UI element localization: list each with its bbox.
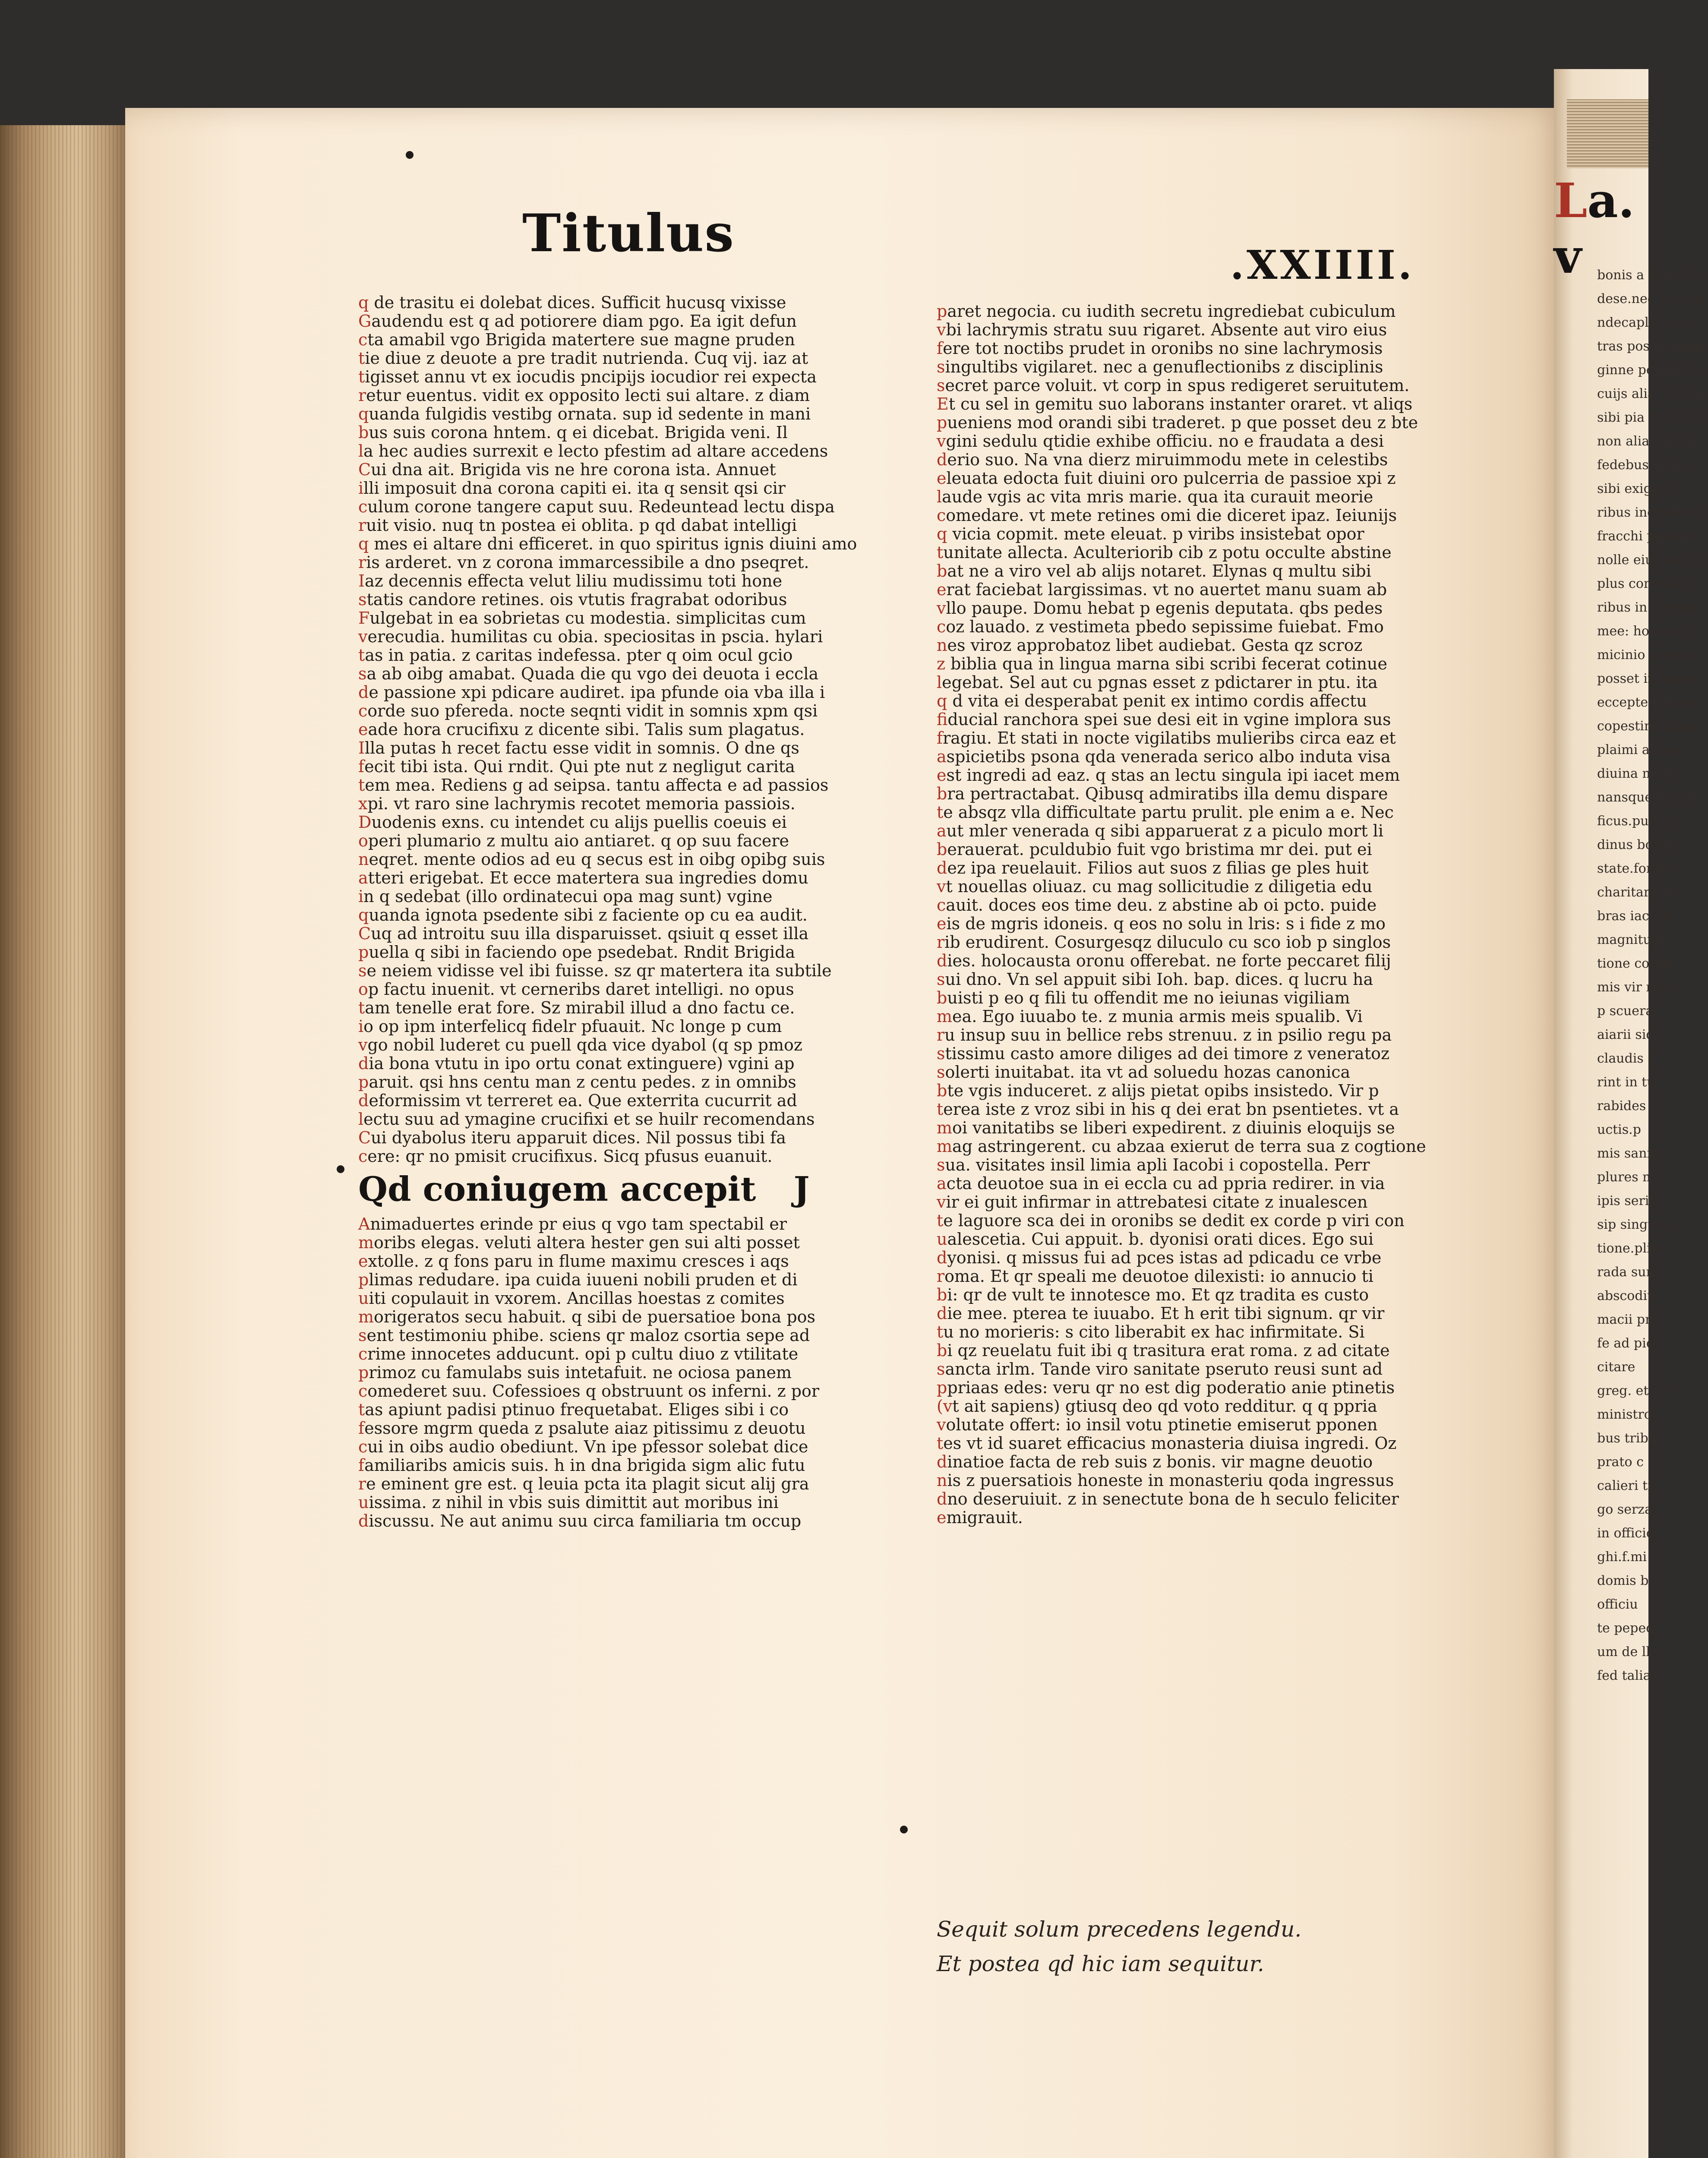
text-line: Cui dyabolus iteru apparuit dices. Nil possus tibi fa	[358, 1128, 786, 1147]
text-line: pueniens mod orandi sibi traderet. p que posset deu z bte	[937, 413, 1418, 432]
text-line: Iaz decennis effecta velut liliu mudissimu toti hone	[358, 571, 783, 590]
text-line: verecudia. humilitas cu obia. speciositas in pscia. hylari	[358, 627, 823, 646]
margin-line: ribus in signem	[1597, 600, 1699, 615]
right-text-column	[937, 302, 1457, 1527]
text-line: bi qz reuelatu fuit ibi q trasitura erat roma. z ad citate	[937, 1341, 1390, 1360]
text-line: cauit. doces eos time deu. z abstine ab oi pcto. puide	[937, 896, 1377, 915]
text-line: bra pertractabat. Qibusq admiratibs illa demu dispare	[937, 784, 1388, 803]
text-line: bat ne a viro vel ab alijs notaret. Elynas q multu sibi	[937, 562, 1371, 581]
left-lines-part2	[358, 1215, 919, 1530]
margin-line: rint in tu	[1597, 1075, 1655, 1090]
margin-line: posset in antea	[1597, 671, 1697, 686]
text-line: aut mler venerada q sibi apparuerat z a piculo mort li	[937, 821, 1383, 840]
text-line: extolle. z q fons paru in flume maximu cresces i aqs	[358, 1252, 789, 1271]
text-line: comedare. vt mete retines omi die diceret ipaz. Ieiunijs	[937, 506, 1397, 525]
text-line: derio suo. Na vna dierz miruimmodu mete in celestibs	[937, 450, 1388, 469]
text-line: sua. visitates insil limia apli Iacobi i copostella. Perr	[937, 1155, 1370, 1174]
left-lines-part1	[358, 293, 919, 1166]
text-line: atteri erigebat. Et ecce matertera sua ingredies domu	[358, 868, 808, 887]
text-line: Cuq ad introitu suu illa disparuisset. qsiuit q esset illa	[358, 924, 809, 943]
margin-line: uctis.p	[1597, 1122, 1641, 1137]
text-line: te absqz vlla difficultate partu prulit. ple enim a e. Nec	[937, 803, 1394, 822]
text-line: Gaudendu est q ad potiorere diam pgo. Ea igit defun	[358, 312, 797, 331]
section-mark: J	[793, 1170, 810, 1209]
text-line: eade hora crucifixu z dicente sibi. Talis sum plagatus.	[358, 720, 805, 739]
text-line: Et cu sel in gemitu suo laborans instanter oraret. vt aliqs	[937, 394, 1413, 413]
section-heading	[358, 1168, 919, 1211]
text-line: se neiem vidisse vel ibi fuisse. sz qr matertera ita subtile	[358, 961, 832, 980]
text-line: vgini sedulu qtidie exhibe officiu. no e fraudata a desi	[937, 432, 1384, 451]
page-mark	[900, 1826, 908, 1833]
text-line: moribs elegas. veluti altera hester gen sui alti posset	[358, 1233, 800, 1252]
text-line: eleuata edocta fuit diuini oro pulcerria de passioe xpi z	[937, 469, 1396, 488]
text-line: dinatioe facta de reb suis z bonis. vir magne deuotio	[937, 1452, 1373, 1471]
text-line: te laguore sca dei in oronibs se dedit ex corde p viri con	[937, 1211, 1405, 1230]
margin-line: plus comissio	[1597, 576, 1686, 591]
text-line: bte vgis induceret. z alijs pietat opibs insistedo. Vir p	[937, 1081, 1379, 1100]
margin-line: nansque vir ror	[1597, 790, 1699, 805]
margin-line: eccepte necnos	[1597, 695, 1699, 710]
text-line: paret negocia. cu iudith secretu ingrediebat cubiculum	[937, 302, 1396, 321]
text-line: dno deseruiuit. z in senectute bona de h seculo feliciter	[937, 1489, 1399, 1508]
margin-line: plaimi atque	[1597, 742, 1680, 757]
text-line: io op ipm interfelicq fidelr pfuauit. Nc longe p cum	[358, 1017, 782, 1036]
text-line: secret parce voluit. vt corp in spus redigeret seruitutem.	[937, 376, 1410, 395]
text-line: Fulgebat in ea sobrietas cu modestia. simplicitas cum	[358, 609, 806, 628]
margin-line: cuijs alia oprima	[1597, 386, 1706, 401]
text-line: stissimu casto amore diliges ad dei timore z veneratoz	[937, 1044, 1390, 1063]
margin-line: bonis a deo sibi	[1597, 268, 1699, 283]
margin-line: ministro	[1597, 1407, 1652, 1422]
text-line: est ingredi ad eaz. q stas an lectu singula ipi iacet mem	[937, 766, 1400, 785]
text-line: ru insup suu in bellice rebs strenuu. z in psilio regu pa	[937, 1025, 1392, 1044]
margin-line: tras possessione	[1597, 339, 1705, 354]
text-line: tigisset annu vt ex iocudis pncipijs iocudior rei expecta	[358, 367, 817, 386]
text-line: fere tot noctibs prudet in oronibs no sine lachrymosis	[937, 339, 1383, 358]
text-line: puella q sibi in faciendo ope psedebat. Rndit Brigida	[358, 943, 795, 962]
text-line: Duodenis exns. cu intendet cu alijs puellis coeuis ei	[358, 813, 787, 832]
text-line: mea. Ego iuuabo te. z munia armis meis spualib. Vi	[937, 1007, 1363, 1026]
text-line: tem mea. Rediens g ad seipsa. tantu affecta e ad passios	[358, 776, 829, 795]
text-line: z biblia qua in lingua marna sibi scribi fecerat cotinue	[937, 654, 1387, 673]
margin-line: mis sanita	[1597, 1146, 1664, 1161]
text-line: ruit visio. nuq tn postea ei oblita. p qd dabat intelligi	[358, 516, 797, 535]
text-line: fessore mgrm queda z psalute aiaz pitissimu z deuotu	[358, 1419, 806, 1438]
text-line: xpi. vt raro sine lachrymis recotet memoria passiois.	[358, 794, 796, 813]
text-line: sent testimoniu phibe. sciens qr maloz csortia sepe ad	[358, 1326, 810, 1345]
text-line: aspicietibs psona qda venerada serico albo induta visa	[937, 747, 1391, 766]
text-line: erat faciebat largissimas. vt no auertet manu suam ab	[937, 580, 1387, 599]
right-lines	[937, 302, 1457, 1527]
text-line: cta amabil vgo Brigida matertere sue magne pruden	[358, 330, 795, 349]
text-line: tu no morieris: s cito liberabit ex hac infirmitate. Si	[937, 1322, 1365, 1341]
margin-line: calieri tm	[1597, 1478, 1660, 1493]
page-mark	[406, 151, 414, 159]
margin-line: abscodita	[1597, 1288, 1661, 1303]
text-line: eis de mgris idoneis. q eos no solu in lris: s i fide z mo	[937, 914, 1386, 933]
right-page-column	[1597, 263, 1708, 1688]
text-line: rib erudirent. Cosurgesqz diluculo cu sco iob p singlos	[937, 933, 1391, 952]
margin-line: state.fonbi	[1597, 861, 1667, 876]
text-line: tie diue z deuote a pre tradit nutrienda. Cuq vij. iaz at	[358, 349, 808, 368]
margin-line: sibi pia liberalita	[1597, 410, 1708, 425]
text-line: uissima. z nihil in vbis suis dimittit aut moribus ini	[358, 1493, 779, 1512]
text-line: die mee. pterea te iuuabo. Et h erit tibi signum. qr vir	[937, 1304, 1385, 1323]
text-line: ppriaas edes: veru qr no est dig poderatio anie ptinetis	[937, 1378, 1395, 1397]
margin-line: mis vir rop	[1597, 980, 1668, 995]
margin-line: um de ll	[1597, 1644, 1650, 1660]
text-line: moi vanitatibs se liberi expedirent. z diuinis eloquijs se	[937, 1118, 1395, 1137]
text-line: q mes ei altare dni efficeret. in quo spiritus ignis diuini amo	[358, 534, 857, 553]
text-line: roma. Et qr speali me deuotoe dilexisti: io annucio ti	[937, 1267, 1373, 1286]
margin-line: prato c	[1597, 1454, 1644, 1470]
margin-line: claudis g	[1597, 1051, 1656, 1066]
text-line: nis z puersatiois honeste in monasteriu qoda ingressus	[937, 1471, 1394, 1490]
text-line: crime innocetes adducunt. opi p cultu diuo z vtilitate	[358, 1344, 799, 1363]
text-line: lectu suu ad ymagine crucifixi et se huilr recomendans	[358, 1110, 815, 1129]
text-line: neqret. mente odios ad eu q secus est in oibg opibg suis	[358, 850, 825, 869]
text-line: op factu inuenit. vt cerneribs daret intelligi. no opus	[358, 980, 794, 999]
folio-number: .XXIIII.	[1230, 242, 1414, 288]
margin-line: ginne pendebat	[1597, 363, 1700, 378]
margin-line: citare	[1597, 1360, 1635, 1375]
margin-line: dinus bonita	[1597, 837, 1679, 852]
margin-line: micinio arcebo	[1597, 647, 1694, 663]
margin-line: charitare ar	[1597, 885, 1676, 900]
margin-line: plures mo	[1597, 1170, 1663, 1185]
margin-line: diuina miser	[1597, 766, 1679, 781]
text-line: paruit. qsi hns centu man z centu pedes. z in omnibs	[358, 1073, 796, 1092]
margin-line: go serza	[1597, 1502, 1652, 1517]
running-title: Titulus	[522, 203, 735, 264]
text-line: vir ei guit infirmar in attrebatesi citate z inualescen	[937, 1193, 1368, 1212]
text-line: tes vt id suaret efficacius monasteria diuisa ingredi. Oz	[937, 1434, 1397, 1453]
text-line: cui in oibs audio obediunt. Vn ipe pfessor solebat dice	[358, 1437, 808, 1456]
text-line: deformissim vt terreret ea. Que exterrita cucurrit ad	[358, 1091, 797, 1110]
text-line: uiti copulauit in vxorem. Ancillas hoestas z comites	[358, 1289, 785, 1308]
text-line: acta deuotoe sua in ei eccla cu ad ppria redirer. in via	[937, 1174, 1385, 1193]
text-line: quanda ignota psedente sibi z faciente op cu ea audit.	[358, 905, 808, 924]
margin-line: te pepeo	[1597, 1621, 1654, 1636]
right-page-heading: La. v	[1554, 173, 1635, 284]
margin-line: copestim atque	[1597, 719, 1698, 734]
text-line: singultibs vigilaret. nec a genuflectionibs z disciplinis	[937, 357, 1383, 376]
text-line: Illa putas h recet factu esse vidit in somnis. O dne qs	[358, 738, 799, 757]
margin-line: fe ad pie	[1597, 1336, 1654, 1351]
text-line: de passione xpi pdicare audiret. ipa pfunde oia vba illa i	[358, 683, 825, 702]
text-line: bus suis corona hntem. q ei dicebat. Brigida veni. Il	[358, 423, 788, 442]
text-line: mag astringerent. cu abzaa exierut de terra sua z cogtione	[937, 1137, 1426, 1156]
text-line: sancta irlm. Tande viro sanitate pseruto reusi sunt ad	[937, 1360, 1383, 1379]
text-line: Cui dna ait. Brigida vis ne hre corona ista. Annuet	[358, 460, 776, 479]
margin-line: magnitudi	[1597, 932, 1664, 947]
text-line: retur euentus. vidit ex opposito lecti sui altare. z diam	[358, 386, 810, 405]
text-line: vgo nobil luderet cu puell qda vice dyabol (q sp pmoz	[358, 1035, 802, 1054]
text-line: tam tenelle erat fore. Sz mirabil illud a dno factu ce.	[358, 998, 795, 1017]
text-line: sui dno. Vn sel appuit sibi Ioh. bap. dices. q lucru ha	[937, 970, 1373, 989]
text-line: emigrauit.	[937, 1508, 1023, 1527]
text-line: bi: qr de vult te innotesce mo. Et qz tradita es custo	[937, 1285, 1369, 1304]
margin-line: ghi.f.mi	[1597, 1549, 1647, 1565]
text-line: legebat. Sel aut cu pgnas esset z pdictarer in ptu. ita	[937, 673, 1378, 692]
text-line: sa ab oibg amabat. Quada die qu vgo dei deuota i eccla	[358, 664, 819, 683]
text-line: nes viroz approbatoz libet audiebat. Gesta qz scroz	[937, 636, 1363, 655]
text-line: culum corone tangere caput suu. Redeuntead lectu dispa	[358, 497, 835, 516]
margin-line: domis b	[1597, 1573, 1649, 1588]
margin-line: sip singula	[1597, 1217, 1668, 1232]
text-line: fecit tibi ista. Qui rndit. Qui pte nut z negligut carita	[358, 757, 795, 776]
text-line: la hec audies surrexit e lecto pfestim ad altare accedens	[358, 442, 828, 461]
margin-line: aiarii side	[1597, 1027, 1662, 1042]
text-line: Animaduertes erinde pr eius q vgo tam spectabil er	[358, 1215, 787, 1234]
text-line: q vicia copmit. mete eleuat. p viribs insistebat opor	[937, 524, 1364, 543]
margin-line: sibi exigebis	[1597, 481, 1679, 496]
book-fore-edge	[0, 125, 129, 2158]
handwritten-note	[937, 1912, 1455, 1981]
text-line: re eminent gre est. q leuia pcta ita plagit sicut alij gra	[358, 1474, 809, 1493]
margin-line: greg. et cir	[1597, 1383, 1670, 1398]
note-lines	[937, 1912, 1455, 1981]
margin-lines	[1597, 263, 1708, 1688]
margin-line: officiu	[1597, 1597, 1638, 1612]
text-line: quanda fulgidis vestibg ornata. sup id sedente in mani	[358, 404, 811, 423]
text-line: morigeratos secu habuit. q sibi de puersatioe bona pos	[358, 1307, 816, 1326]
text-line: in q sedebat (illo ordinatecui opa mag sunt) vgine	[358, 887, 773, 906]
text-line: tunitate allecta. Aculteriorib cib z potu occulte abstine	[937, 543, 1392, 562]
margin-line: bus tribul	[1597, 1431, 1661, 1446]
text-line: buisti p eo q fili tu offendit me no ieiunas vigiliam	[937, 988, 1350, 1007]
text-line: plimas redudare. ipa cuida iuueni nobili pruden et di	[358, 1270, 798, 1289]
text-line: dyonisi. q missus fui ad pces istas ad pdicadu ce vrbe	[937, 1248, 1382, 1267]
text-line: ualescetia. Cui appuit. b. dyonisi orati dices. Ego sui	[937, 1230, 1374, 1249]
page-mark	[337, 1165, 344, 1173]
margin-line: dese.nec in suis	[1597, 291, 1702, 306]
text-line: ris arderet. vn z corona immarcessibile a dno pseqret.	[358, 553, 809, 572]
section-heading-text: Qd coniugem accepit	[358, 1170, 756, 1209]
text-line: tas apiunt padisi ptinuo frequetabat. Eliges sibi i co	[358, 1400, 789, 1419]
text-line: terea iste z vroz sibi in his q dei erat bn psentietes. vt a	[937, 1100, 1399, 1119]
margin-line: ndecapla sui p	[1597, 315, 1692, 330]
text-line: berauerat. pculdubio fuit vgo bristima mr dei. put ei	[937, 840, 1372, 859]
text-line: operi plumario z multu aio antiaret. q op suu facere	[358, 831, 789, 850]
text-line: tas in patia. z caritas indefessa. pter q oim ocul gcio	[358, 646, 793, 665]
margin-line: ficus.pudici	[1597, 814, 1673, 829]
text-line: dez ipa reuelauit. Filios aut suos z filias ge ples huit	[937, 858, 1369, 877]
text-line: familiaribs amicis suis. h in dna brigida sigm alic futu	[358, 1456, 805, 1475]
text-line: cere: qr no pmisit crucifixus. Sicq pfusus euanuit.	[358, 1147, 773, 1166]
text-line: primoz cu famulabs suis intetafuit. ne ociosa panem	[358, 1363, 792, 1382]
text-line: solerti inuitabat. ita vt ad soluedu hozas canonica	[937, 1063, 1351, 1082]
margin-line: in officio	[1597, 1526, 1654, 1541]
margin-line: fed talia	[1597, 1668, 1651, 1683]
text-line: corde suo pfereda. nocte seqnti vidit in somnis xpm qsi	[358, 701, 818, 720]
text-line: (vt ait sapiens) gtiusq deo qd voto redditur. q q ppria	[937, 1397, 1377, 1416]
text-line: dia bona vtutu in ipo ortu conat extinguere) vgini ap	[358, 1054, 795, 1073]
margin-line: p scuerar	[1597, 1003, 1660, 1019]
text-line: q de trasitu ei dolebat dices. Sufficit hucusq vixisse	[358, 293, 786, 312]
text-line: illi imposuit dna corona capiti ei. ita q sensit qsi cir	[358, 479, 786, 498]
text-line: vllo paupe. Domu hebat p egenis deputata. qbs pedes	[937, 599, 1383, 618]
note-line: Sequit solum precedens legendu.	[937, 1917, 1302, 1942]
note-line: Et postea qd hic iam sequitur.	[937, 1951, 1264, 1976]
left-text-column	[358, 293, 919, 1530]
margin-line: bras iactan	[1597, 909, 1670, 924]
margin-line: tione corpe	[1597, 956, 1672, 971]
margin-line: fracchi possunt	[1597, 529, 1699, 544]
text-line: volutate offert: io insil votu ptinetie emiserut pponen	[937, 1415, 1378, 1434]
margin-line: tione.plim	[1597, 1241, 1664, 1256]
text-line: discussu. Ne aut animu suu circa familiaria tm occup	[358, 1511, 802, 1530]
margin-line: ribus incredibili	[1597, 505, 1702, 520]
margin-line: mee: honestas	[1597, 624, 1692, 639]
text-line: dies. holocausta oronu offerebat. ne forte peccaret filij	[937, 951, 1391, 970]
text-line: statis candore retines. ois vtutis fragrabat odoribus	[358, 590, 787, 609]
text-line: comederet suu. Cofessioes q obstruunt os inferni. z por	[358, 1382, 820, 1401]
margin-line: fedebus sinos	[1597, 457, 1687, 473]
right-page-stack	[1567, 99, 1648, 168]
text-line: fragiu. Et stati in nocte vigilatibs mulieribs circa eaz et	[937, 729, 1396, 748]
text-line: coz lauado. z vestimeta pbedo sepissime fuiebat. Fmo	[937, 617, 1384, 636]
margin-line: rabides	[1597, 1098, 1646, 1114]
margin-line: non alias dignu	[1597, 434, 1698, 449]
text-line: vt nouellas oliuaz. cu mag sollicitudie z diligetia edu	[937, 877, 1373, 896]
text-line: vbi lachrymis stratu suu rigaret. Absente aut viro eius	[937, 320, 1387, 339]
text-line: fiducial ranchora spei sue desi eit in vgine implora sus	[937, 710, 1391, 729]
margin-line: nolle eius ad soli	[1597, 552, 1707, 568]
margin-line: macii pro	[1597, 1312, 1659, 1327]
text-line: laude vgis ac vita mris marie. qua ita curauit meorie	[937, 487, 1373, 506]
margin-line: rada sunt	[1597, 1265, 1660, 1280]
text-line: q d vita ei desperabat penit ex intimo cordis affectu	[937, 691, 1367, 710]
margin-line: ipis serim	[1597, 1193, 1661, 1208]
